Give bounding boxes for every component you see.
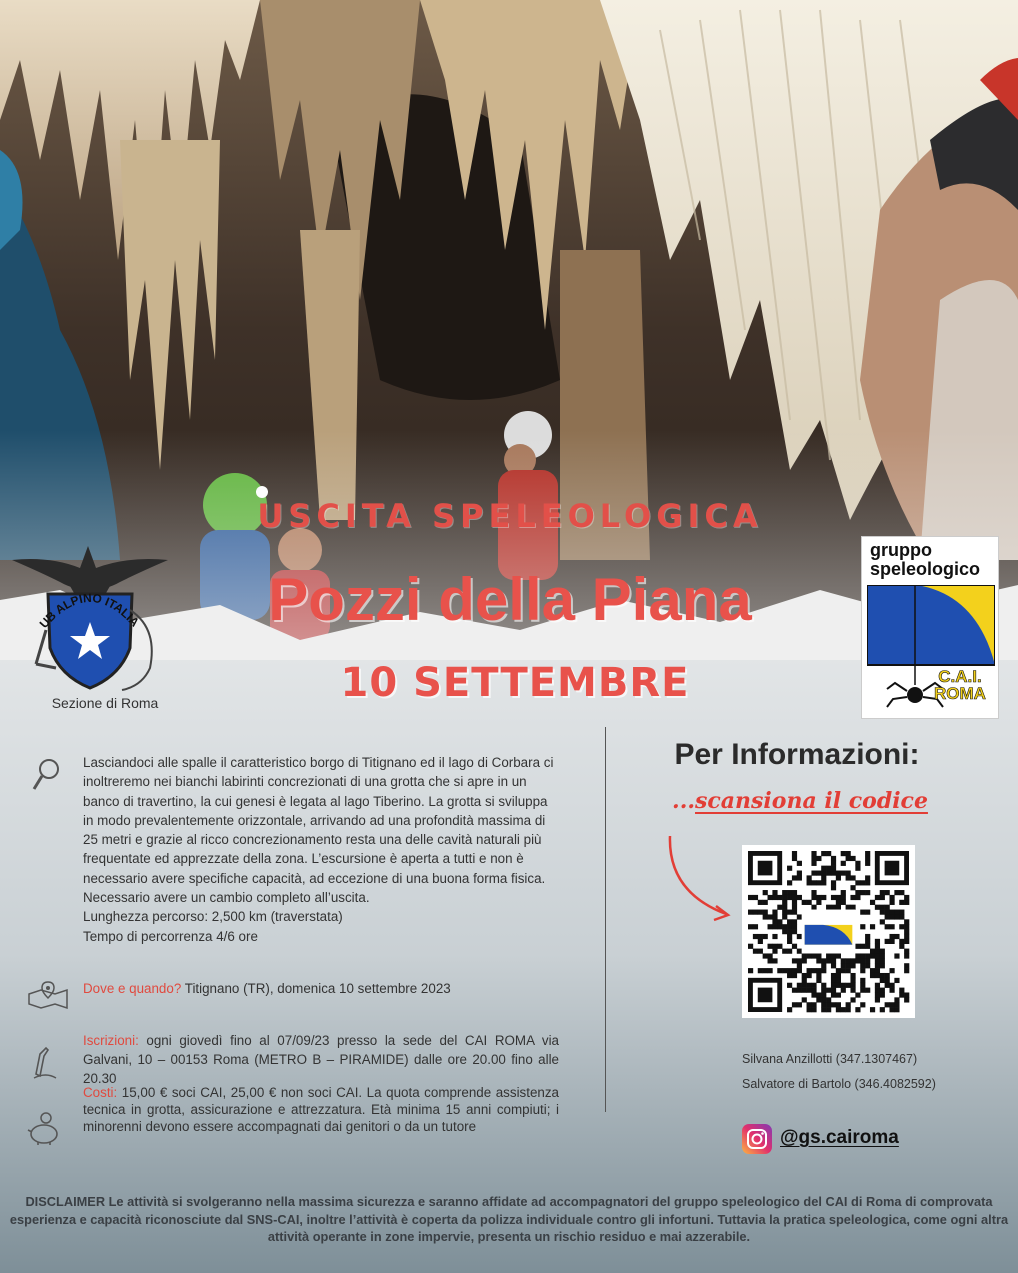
cai-eagle-logo xyxy=(10,538,170,698)
gs-logo-cai: C.A.I. ROMA xyxy=(934,667,986,703)
description-text: Lasciandoci alle spalle il caratteristico borgo di Titignano ed il lago di Corbara ci inoltreremo nei bianchi labirinti concrezionati di una grotta che si apre in un banco di travertino, la cui genesi è legata al lago Tiberino. La grotta si sviluppa in modo prevalentemente orizzontale, arrivando ad una profondità massima di 25 metri e grazie al ricco concrezionamento resta una delle cavità naturali più frequentate ed apprezzate della zona. L’escursione è aperta a tutti e non è necessario avere specifiche capacità, ad eccezione di una buona forma fisica. Necessario avere un cambio completo all’uscita. xyxy=(83,755,554,906)
instagram-icon[interactable] xyxy=(742,1124,772,1154)
arrow-icon xyxy=(660,832,740,927)
event-type-title: USCITA SPELEOLOGICA xyxy=(257,497,763,535)
instagram-handle[interactable]: @gs.cairoma xyxy=(780,1127,899,1148)
costi-label: Costi: xyxy=(83,1085,118,1100)
event-name-title: Pozzi della Piana xyxy=(268,566,752,633)
disclaimer: DISCLAIMER Le attività si svolgeranno nella massima sicurezza e saranno affidate ad accompagnatori del gruppo speleologico del CAI di Roma di comprovata esperienza e capacità riconosciute dal SNS-CAI, inoltre l’attività è coperta da polizza individuale contro gli infortuni. Tuttavia la pratica speleologica, come ogni altra attività operante in zone impervie, presenta un rischio residuo e mai azzerabile. xyxy=(9,1194,1009,1244)
route-time: Tempo di percorrenza 4/6 ore xyxy=(83,928,258,944)
route-length: Lunghezza percorso: 2,500 km (traverstata) xyxy=(83,909,343,925)
gs-logo-title: gruppo speleologico xyxy=(870,540,981,579)
iscrizioni-label: Iscrizioni: xyxy=(83,1033,139,1048)
info-title: Per Informazioni: xyxy=(674,738,920,771)
scan-code-caption: ...scansiona il codice xyxy=(672,788,928,814)
where-when xyxy=(83,981,583,996)
pen-icon xyxy=(30,1044,60,1080)
costi-text: 15,00 € soci CAI, 25,00 € non soci CAI. La quota comprende assistenza tecnica in grotta, assicurazione e attrezzatura. Età minima 15 anni compiuti; i minorenni devono essere accompagnati dai genitori o da un tutore xyxy=(83,1085,559,1134)
registrations xyxy=(83,1031,559,1088)
piggy-bank-icon xyxy=(26,1110,62,1146)
cai-section-label: Sezione di Roma xyxy=(51,695,159,711)
magnifier-icon xyxy=(30,757,62,793)
contact-2: Salvatore di Bartolo (346.4082592) xyxy=(742,1077,936,1091)
gruppo-speleologico-logo xyxy=(861,536,999,719)
contact-1: Silvana Anzillotti (347.1307467) xyxy=(742,1052,918,1066)
where-text: Titignano (TR), domenica 10 settembre 2023 xyxy=(181,981,451,996)
map-pin-icon xyxy=(27,980,69,1010)
where-label: Dove e quando? xyxy=(83,981,182,996)
event-date: 10 SETTEMBRE xyxy=(340,660,690,706)
cai-ring-text: UB ALPINO ITALIA xyxy=(36,590,142,631)
event-description xyxy=(83,753,561,946)
column-divider xyxy=(605,727,606,1112)
iscrizioni-text: ogni giovedì fino al 07/09/23 presso la sede del CAI ROMA via Galvani, 10 – 00153 Roma (METRO B – PIRAMIDE) dalle ore 20.00 fino alle 20.30 xyxy=(83,1033,559,1086)
costs xyxy=(83,1084,559,1135)
qr-code[interactable] xyxy=(742,845,915,1018)
